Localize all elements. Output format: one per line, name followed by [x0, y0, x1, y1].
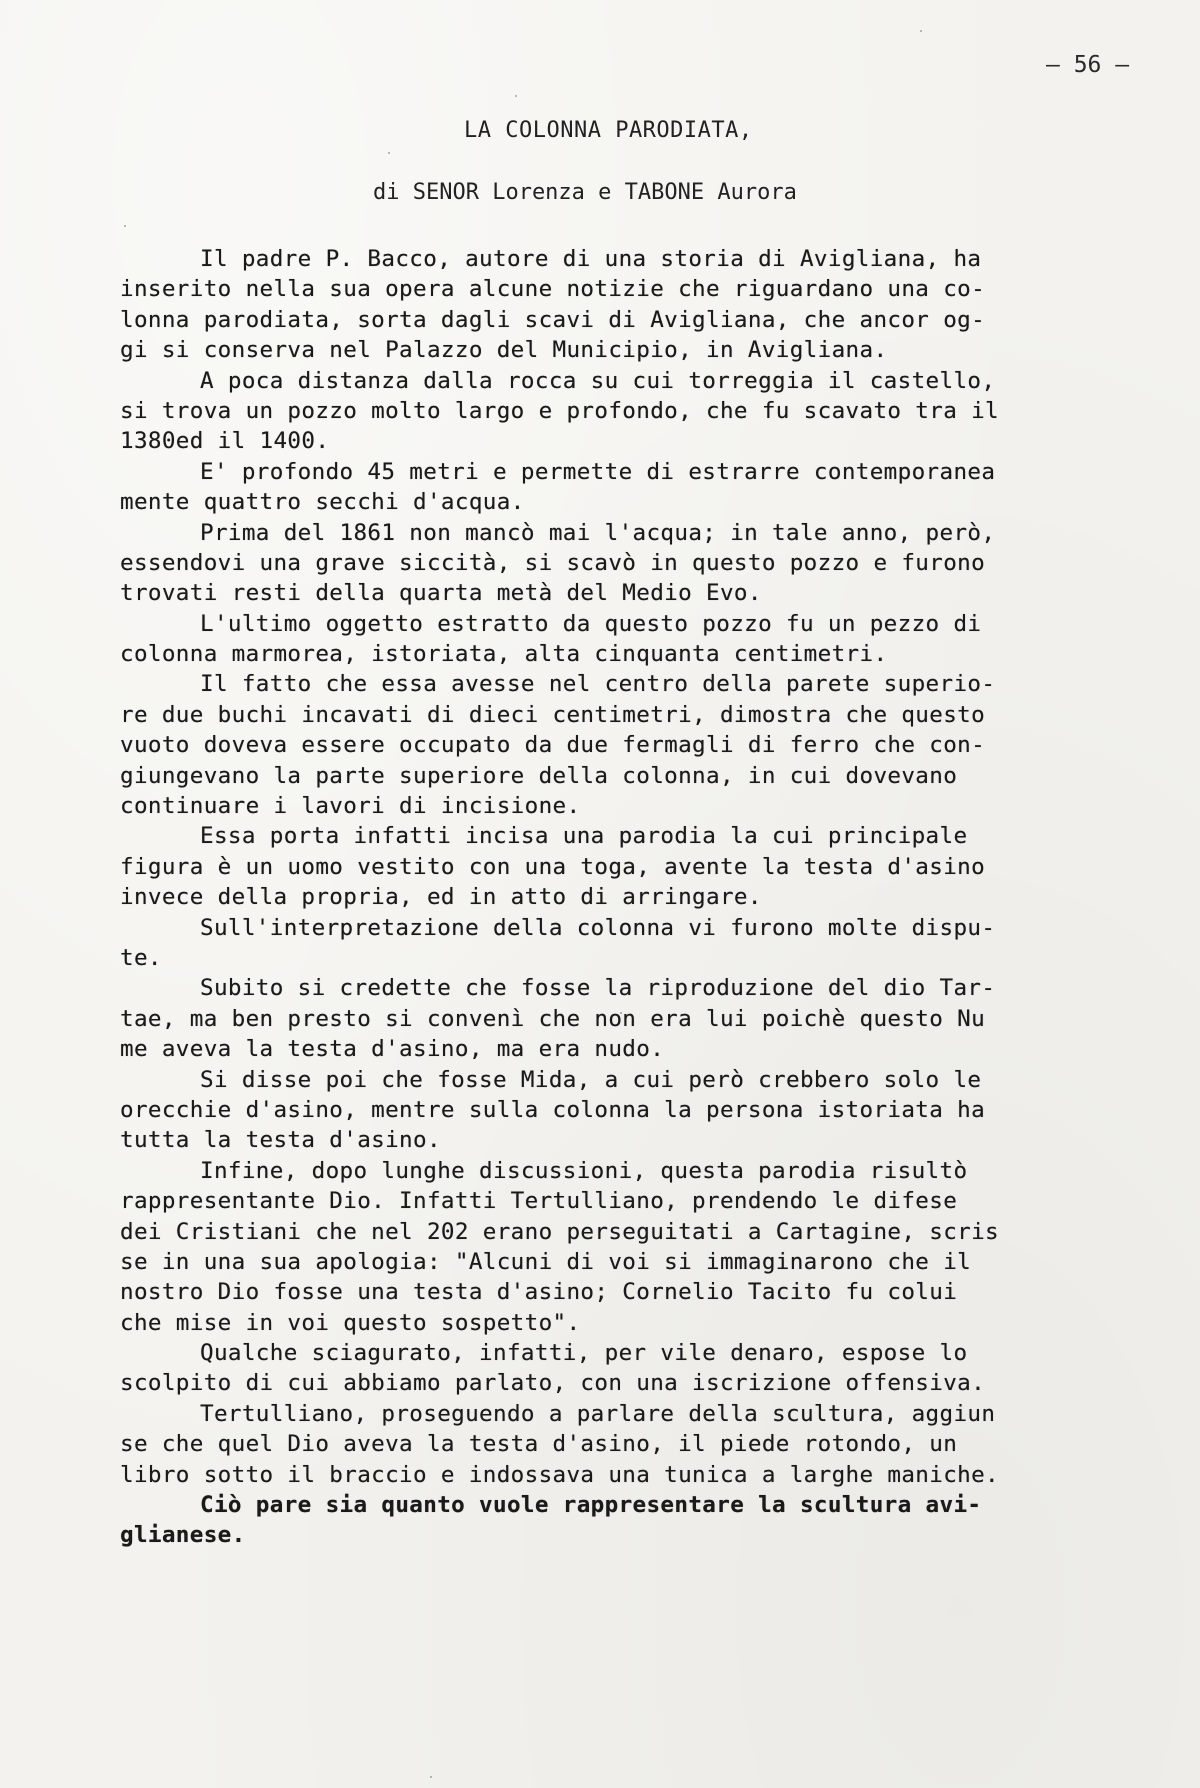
text-line: che mise in voi questo sospetto".: [120, 1309, 581, 1336]
paragraph: [120, 1399, 1150, 1490]
paragraph: [120, 913, 1150, 974]
text-line: essendovi una grave siccità, si scavò in questo pozzo e furono: [120, 549, 986, 576]
text-line: Essa porta infatti incisa una parodia la cui principale: [200, 823, 968, 850]
text-line: si trova un pozzo molto largo e profondo, che fu scavato tra il: [120, 397, 1000, 424]
text-line: te.: [120, 944, 162, 971]
page-number: – 56 –: [1046, 52, 1130, 78]
text-line: se in una sua apologia: "Alcuni di voi si immaginarono che il: [120, 1248, 972, 1275]
article-title: LA COLONNA PARODIATA,: [464, 118, 753, 143]
text-line: invece della propria, ed in atto di arringare.: [120, 884, 762, 911]
text-line: dei Cristiani che nel 202 erano perseguitati a Cartagine, scris: [120, 1218, 1000, 1245]
text-line: tae, ma ben presto si convenì che non era lui poichè questo Nu: [120, 1005, 986, 1032]
text-line: scolpito di cui abbiamo parlato, con una iscrizione offensiva.: [120, 1370, 986, 1397]
text-line: trovati resti della quarta metà del Medio Evo.: [120, 580, 762, 607]
text-line: Prima del 1861 non mancò mai l'acqua; in tale anno, però,: [200, 519, 996, 546]
text-line: figura è un uomo vestito con una toga, avente la testa d'asino: [120, 853, 986, 880]
text-line: orecchie d'asino, mentre sulla colonna la persona istoriata ha: [120, 1096, 986, 1123]
paragraph: [120, 821, 1150, 912]
text-line: lonna parodiata, sorta dagli scavi di Avigliana, che ancor og-: [120, 306, 986, 333]
paragraph: [120, 1490, 1150, 1551]
text-line: me aveva la testa d'asino, ma era nudo.: [120, 1036, 665, 1063]
text-line: A poca distanza dalla rocca su cui torreggia il castello,: [200, 367, 996, 394]
paragraph: [120, 1338, 1150, 1399]
scan-speck: [430, 1776, 432, 1778]
text-line: Qualche sciagurato, infatti, per vile denaro, espose lo: [200, 1340, 968, 1367]
text-line: rappresentante Dio. Infatti Tertulliano, prendendo le difese: [120, 1188, 958, 1215]
paragraph: [120, 1065, 1150, 1156]
text-line: Subito si credette che fosse la riproduzione del dio Tar-: [200, 975, 996, 1002]
paragraph: [120, 1156, 1150, 1338]
paragraph: [120, 669, 1150, 821]
scan-speck: [620, 1012, 622, 1014]
scan-speck: [388, 152, 390, 154]
scan-speck: [124, 225, 126, 227]
article-authors: di SENOR Lorenza e TABONE Aurora: [373, 180, 797, 205]
text-line: 1380ed il 1400.: [120, 428, 330, 455]
paragraph: [120, 244, 1150, 366]
scan-speck: [515, 95, 517, 97]
text-line: Ciò pare sia quanto vuole rappresentare la scultura avi-: [200, 1492, 982, 1519]
text-line: Il fatto che essa avesse nel centro della parete superio-: [200, 671, 996, 698]
text-line: vuoto doveva essere occupato da due fermagli di ferro che con-: [120, 732, 986, 759]
text-line: libro sotto il braccio e indossava una tunica a larghe maniche.: [120, 1461, 1000, 1488]
paragraph: [120, 518, 1150, 609]
text-line: Sull'interpretazione della colonna vi furono molte dispu-: [200, 914, 996, 941]
text-line: continuare i lavori di incisione.: [120, 793, 581, 820]
text-line: se che quel Dio aveva la testa d'asino, il piede rotondo, un: [120, 1431, 958, 1458]
text-line: L'ultimo oggetto estratto da questo pozzo fu un pezzo di: [200, 610, 982, 637]
text-line: re due buchi incavati di dieci centimetri, dimostra che questo: [120, 701, 986, 728]
text-line: Il padre P. Bacco, autore di una storia di Avigliana, ha: [200, 246, 982, 272]
text-line: colonna marmorea, istoriata, alta cinquanta centimetri.: [120, 641, 888, 668]
text-line: Tertulliano, proseguendo a parlare della scultura, aggiun: [200, 1400, 996, 1427]
text-line: gi si conserva nel Palazzo del Municipio, in Avigliana.: [120, 337, 888, 364]
text-line: mente quattro secchi d'acqua.: [120, 489, 525, 516]
text-line: inserito nella sua opera alcune notizie che riguardano una co-: [120, 276, 986, 303]
paragraph: [120, 457, 1150, 518]
text-line: glianese.: [120, 1522, 246, 1549]
text-line: nostro Dio fosse una testa d'asino; Cornelio Tacito fu colui: [120, 1279, 958, 1306]
text-line: Infine, dopo lunghe discussioni, questa parodia risultò: [200, 1157, 968, 1184]
text-line: giungevano la parte superiore della colonna, in cui dovevano: [120, 762, 958, 789]
paragraph: [120, 366, 1150, 457]
paragraph: [120, 973, 1150, 1064]
text-line: E' profondo 45 metri e permette di estrarre contemporanea: [200, 458, 996, 485]
scan-speck: [920, 30, 922, 32]
text-line: Si disse poi che fosse Mida, a cui però crebbero solo le: [200, 1066, 982, 1093]
text-line: tutta la testa d'asino.: [120, 1127, 441, 1154]
article-body: [120, 244, 1150, 1551]
paragraph: [120, 609, 1150, 670]
